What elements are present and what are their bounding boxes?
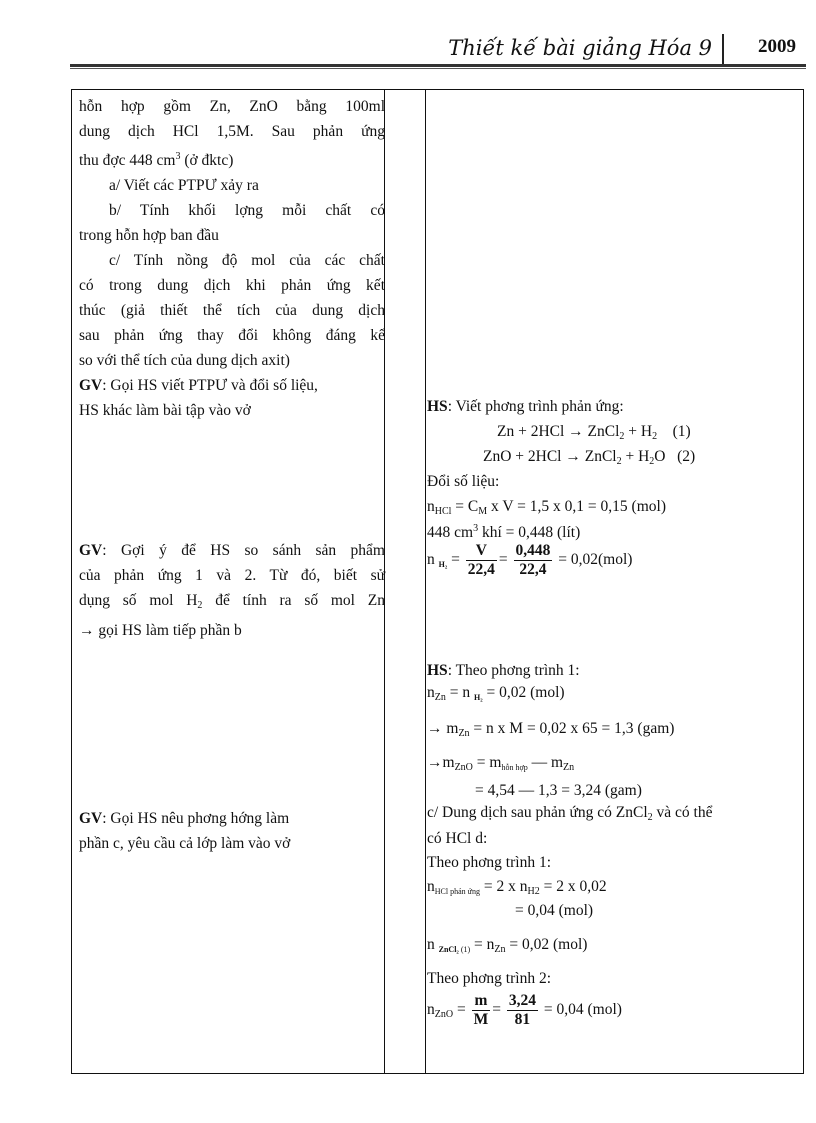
part-a: a/ Viết các PTPƯ xảy ra <box>109 177 259 194</box>
header-year: 2009 <box>758 36 796 57</box>
part-c: so với thể tích của dung dịch axit) <box>79 352 290 369</box>
part-c: có trong dung dịch khi phản ứng kết <box>79 277 385 294</box>
n-zn: $n_{Zn} = n$ H₂ = 0,02 (mol) <box>427 684 565 703</box>
convert-heading: Đổi số liệu: <box>427 473 500 490</box>
part-b: trong hỗn hợp ban đầu <box>79 227 219 244</box>
lesson-table <box>71 89 804 1074</box>
part-c: c/ Tính nồng độ mol của các chất <box>109 252 385 269</box>
part-b: b/ Tính khối lợng mỗi chất có <box>109 202 385 219</box>
gas-volume: 448 $cm^3$ khí = 0,448 (lít) <box>427 523 581 541</box>
m-zno-result: = 4,54 — 1,3 = 3,24 (gam) <box>475 782 642 799</box>
problem-line: hỗn hợp gồm Zn, ZnO bằng 100ml <box>79 98 385 115</box>
m-zno: $\to m_{ZnO}$ = mhỗn hợp — $m_{Zn}$ <box>427 754 575 773</box>
gv-instruction-2: GV: Gợi ý để HS so sánh sản phẩm của phản ứng 1 và 2. Từ đó, biết sử dụng số mol $H_2$ để tính ra số mol Zn → gọi HS làm tiếp phần b <box>79 542 385 639</box>
gv-instruction-1: GV: Gọi HS viết PTPƯ và đổi số liệu, <box>79 377 318 394</box>
column-divider-2 <box>425 90 426 1073</box>
n-hcl-reacted: nHCl phản ứng = 2 x $n_{H2} = 2$ x 0,02 <box>427 878 607 897</box>
gv-instruction-3: GV: Gọi HS nêu phơng hớng làm phần c, yêu cầu cả lớp làm vào vở <box>79 810 291 852</box>
n-hcl-reacted-result: = 0,04 (mol) <box>515 902 594 919</box>
page-header <box>70 30 806 66</box>
hs-answer-1: HS: Viết phơng trình phản ứng: <box>427 398 624 415</box>
equation-1: Zn + 2HCl → ZnCl$_2$ + $H_2$ (1) <box>497 423 691 442</box>
part-c: thúc (giả thiết thể tích của dung dịch <box>79 302 385 319</box>
part-c-answer: c/ Dung dịch sau phản ứng có ZnCl$_2$ và có thể <box>427 804 713 823</box>
m-zn: → $m_{Zn} = n$ x M = 0,02 x 65 = 1,3 (gam) <box>427 720 675 739</box>
part-c-answer: có HCl d: <box>427 830 488 847</box>
part-c: sau phản ứng thay đổi không đáng kể <box>79 327 385 344</box>
teacher-column <box>79 94 385 852</box>
header-rule-thin <box>70 68 806 69</box>
n-h2: n H₂ = $\frac{V}{22,4}$ = $\frac{0,448}{22,4}$ = 0,02(mol) <box>427 542 633 578</box>
header-divider <box>722 34 724 64</box>
problem-line: thu đợc 448 $cm^3$ (ở đktc) <box>79 151 234 169</box>
n-hcl: $n_{HCl} = C_M$ x V = 1,5 x 0,1 = 0,15 (mol) <box>427 498 666 517</box>
problem-line: dung dịch HCl 1,5M. Sau phản ứng <box>79 123 385 140</box>
n-zno: $n_{ZnO}$ = $\frac{m}{M}$ = $\frac{3,24}{81}$ = 0,04 (mol) <box>427 992 622 1028</box>
gv-instruction-1: HS khác làm bài tập vào vở <box>79 402 251 419</box>
header-title: Thiết kế bài giảng Hóa 9 <box>448 36 712 60</box>
header-rule <box>70 64 806 67</box>
theo-pt2: Theo phơng trình 2: <box>427 970 551 987</box>
hs-answer-2: HS: Theo phơng trình 1: <box>427 662 580 679</box>
n-zncl2: n ZnCl₂ $(1) = n_{Zn} = 0,02$ (mol) <box>427 936 588 955</box>
equation-2: ZnO + 2HCl → ZnCl$_2$ + $H_2O$ (2) <box>483 448 696 467</box>
theo-pt1: Theo phơng trình 1: <box>427 854 551 871</box>
